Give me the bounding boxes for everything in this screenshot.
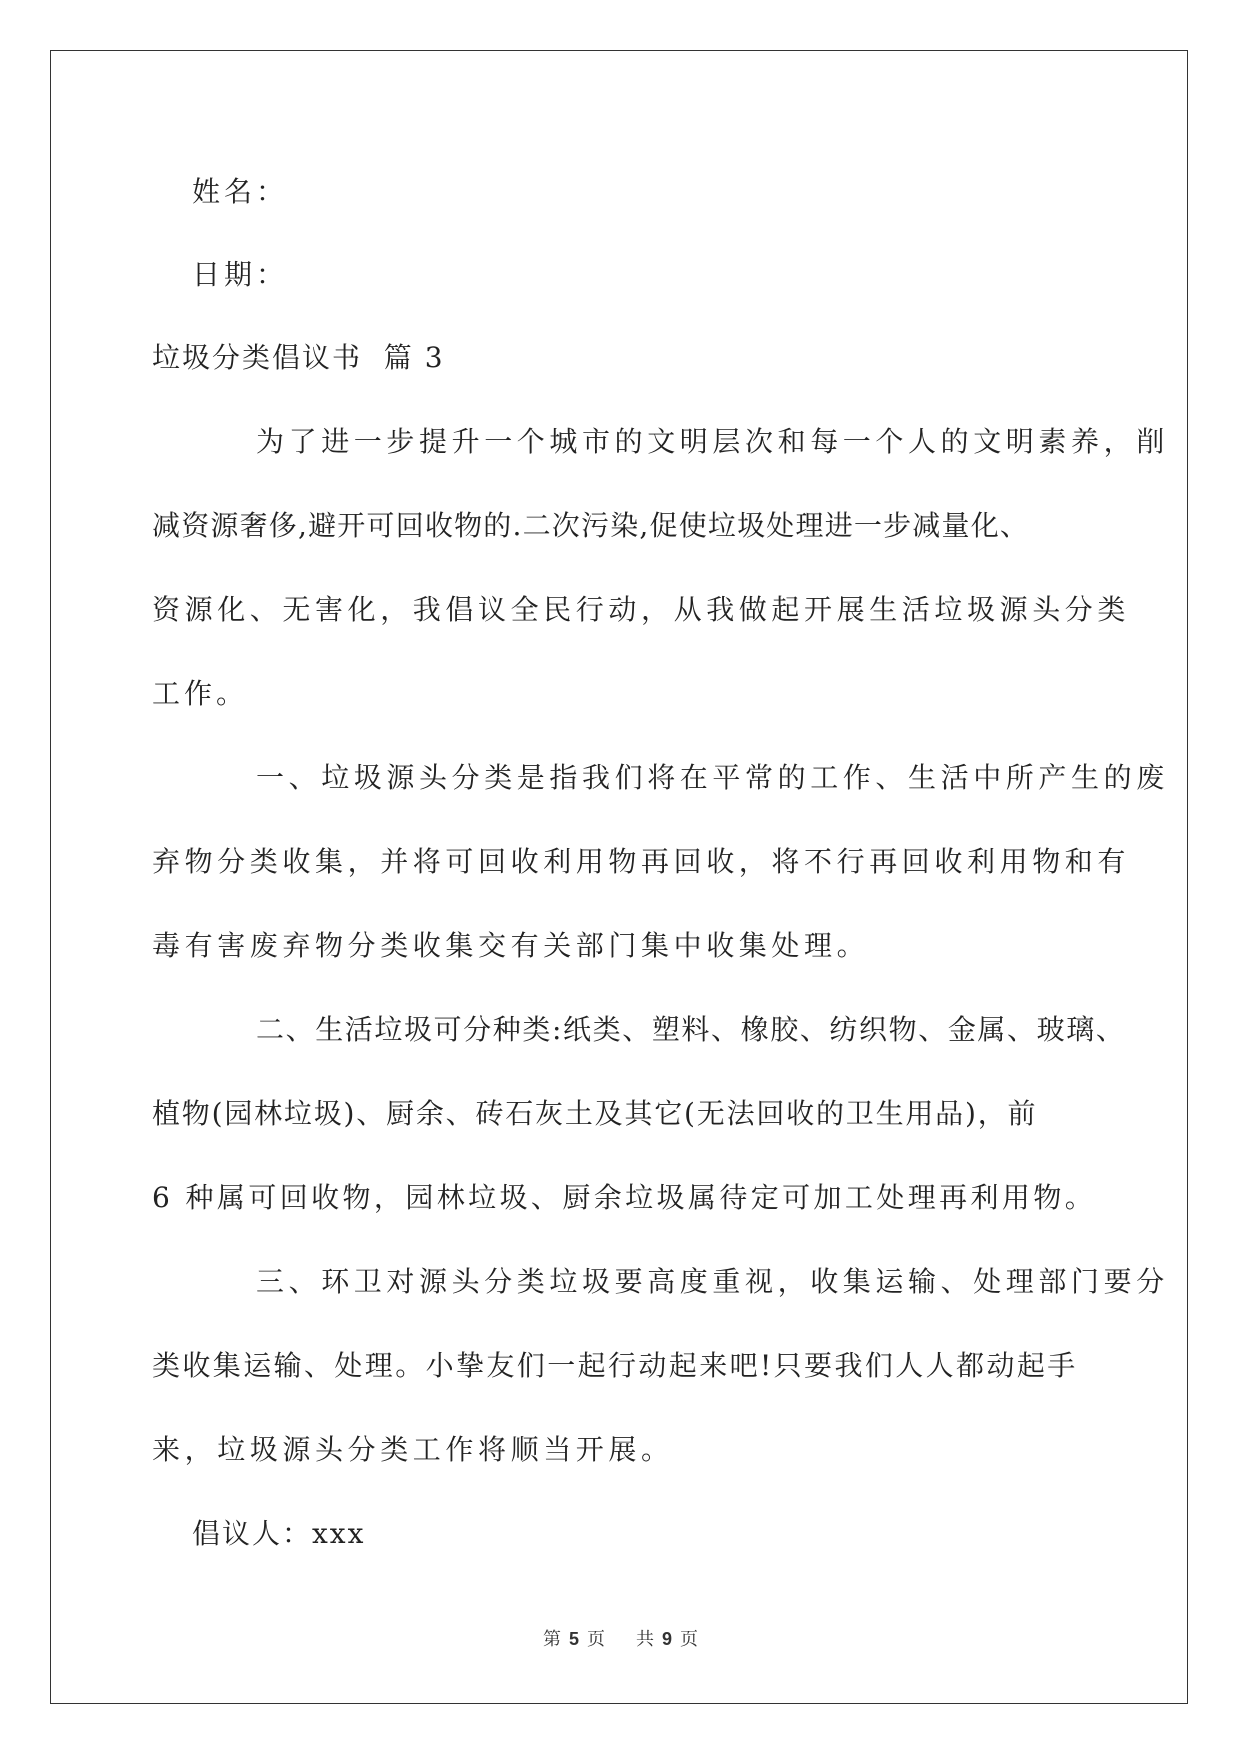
- paragraph-line: 三、环卫对源头分类垃圾要高度重视，收集运输、处理部门要分: [256, 1265, 1169, 1298]
- page-prefix: 第: [543, 1629, 562, 1650]
- paragraph-point-1: [152, 758, 1169, 966]
- paragraph-point-2: [152, 1010, 1126, 1218]
- paragraph-line: 资源化、无害化，我倡议全民行动，从我做起开展生活垃圾源头分类: [152, 593, 1131, 626]
- paragraph-line: 6 种属可回收物，园林垃圾、厨余垃圾属待定可加工处理再利用物。: [152, 1181, 1097, 1214]
- current-page-number: 5: [569, 1629, 580, 1649]
- paragraph-line: 二、生活垃圾可分种类:纸类、塑料、橡胶、纺织物、金属、玻璃、: [256, 1013, 1126, 1046]
- paragraph-line: 类收集运输、处理。小挚友们一起行动起来吧!只要我们人人都动起手: [152, 1349, 1078, 1382]
- total-pages-number: 9: [661, 1629, 672, 1649]
- date-field-label: 日期：: [192, 258, 289, 291]
- paragraph-line: 工作。: [152, 677, 249, 710]
- name-field-label: 姓名：: [192, 175, 289, 208]
- page-suffix: 页: [587, 1629, 606, 1650]
- paragraph-intro: [152, 422, 1169, 714]
- paragraph-line: 减资源奢侈,避开可回收物的.二次污染,促使垃圾处理进一步减量化、: [152, 509, 1030, 542]
- paragraph-line: 一、垃圾源头分类是指我们将在平常的工作、生活中所产生的废: [256, 761, 1169, 794]
- paragraph-line: 为了进一步提升一个城市的文明层次和每一个人的文明素养，削: [256, 425, 1169, 458]
- paragraph-line: 植物(园林垃圾)、厨余、砖石灰土及其它(无法回收的卫生用品)，前: [152, 1097, 1038, 1130]
- paragraph-point-3: [152, 1262, 1169, 1470]
- paragraph-line: 弃物分类收集，并将可回收利用物再回收，将不行再回收利用物和有: [152, 845, 1131, 878]
- signature-line: 倡议人：xxx: [192, 1517, 366, 1550]
- total-prefix: 共: [635, 1629, 654, 1650]
- paragraph-line: 来，垃圾源头分类工作将顺当开展。: [152, 1433, 674, 1466]
- total-suffix: 页: [679, 1629, 698, 1650]
- page-footer: [0, 1625, 1241, 1651]
- section-title: 垃圾分类倡议书 篇 3: [152, 341, 445, 374]
- paragraph-line: 毒有害废弃物分类收集交有关部门集中收集处理。: [152, 929, 870, 962]
- document-body: [152, 172, 1169, 1554]
